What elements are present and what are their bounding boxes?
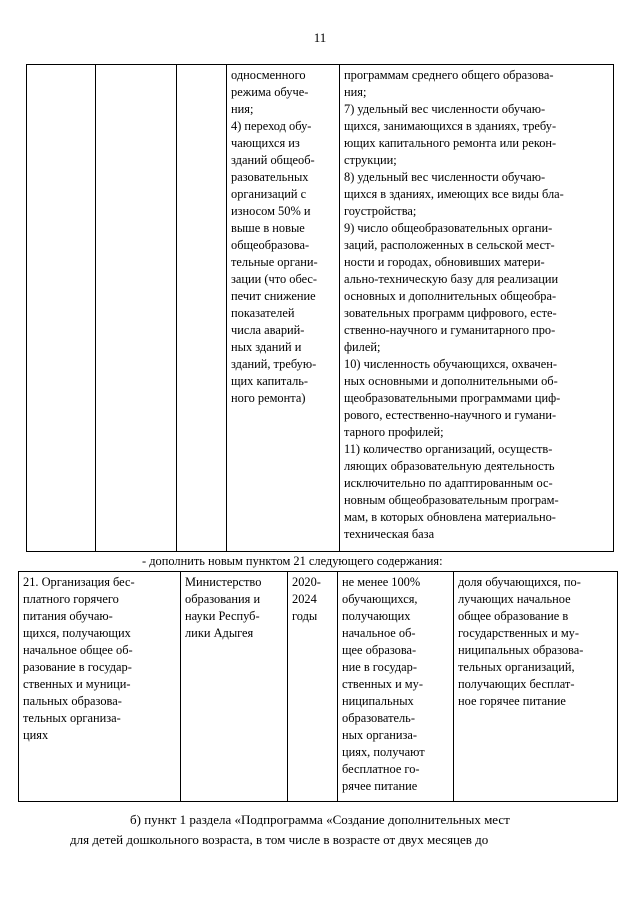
cell-text-line: лики Адыгея: [185, 626, 254, 640]
table2-cell-indicator: [454, 572, 618, 802]
table-continuation: [26, 64, 614, 552]
table1-cell-empty-3: [177, 65, 227, 552]
cell-text-line: рового, естественно-научного и гумани-: [344, 408, 557, 422]
cell-text-line: ных основными и дополнительными об-: [344, 374, 558, 388]
cell-text-line: обучающихся,: [342, 592, 418, 606]
cell-text-line: новным общеобразовательным програм-: [344, 493, 559, 507]
cell-text-line: зданий общеоб-: [231, 153, 315, 167]
table1-cell-empty-1: [27, 65, 96, 552]
cell-text-line: ственных и му-: [342, 677, 423, 691]
cell-text-line: ных зданий и: [231, 340, 302, 354]
cell-text-line: 8) удельный вес численности обучаю-: [344, 170, 546, 184]
paragraph-b: [70, 810, 600, 850]
cell-text-line: ние в государ-: [342, 660, 417, 674]
cell-text-line: 11) количество организаций, осуществ-: [344, 442, 553, 456]
cell-text-line: получающих бесплат-: [458, 677, 575, 691]
cell-text-line: тарного профилей;: [344, 425, 444, 439]
cell-text-line: ных организа-: [342, 728, 418, 742]
cell-text-line: тельных организаций,: [458, 660, 575, 674]
cell-text-line: годы: [292, 609, 318, 623]
cell-text-line: заций, расположенных в сельской мест-: [344, 238, 555, 252]
cell-text-line: платного горячего: [23, 592, 119, 606]
cell-text-line: лучающих начальное: [458, 592, 571, 606]
table2-cell-executor: [181, 572, 288, 802]
cell-text-line: ниципальных: [342, 694, 414, 708]
cell-text-line: государственных и му-: [458, 626, 579, 640]
cell-text-line: общеобразова-: [231, 238, 310, 252]
cell-text-line: циях: [23, 728, 49, 742]
cell-text-line: основных и дополнительных общеобра-: [344, 289, 557, 303]
table1-cell-empty-2: [96, 65, 177, 552]
cell-text-line: ния;: [344, 85, 367, 99]
cell-text-line: печит снижение: [231, 289, 316, 303]
cell-text-line: ное горячее питание: [458, 694, 566, 708]
cell-text-line: режима обуче-: [231, 85, 309, 99]
cell-text-line: 10) численность обучающихся, охвачен-: [344, 357, 557, 371]
cell-text-line: науки Респуб-: [185, 609, 260, 623]
cell-text-line: общее образование в: [458, 609, 569, 623]
cell-text-line: 9) число общеобразовательных органи-: [344, 221, 553, 235]
cell-text-line: показателей: [231, 306, 295, 320]
cell-text-line: организаций с: [231, 187, 307, 201]
cell-text-line: тельных организа-: [23, 711, 121, 725]
cell-text-line: зовательных программ цифрового, есте-: [344, 306, 557, 320]
cell-text-line: начальное общее об-: [23, 643, 133, 657]
cell-text-line: циях, получают: [342, 745, 425, 759]
cell-text-line: исключительно по адаптированным ос-: [344, 476, 553, 490]
cell-text-line: струкции;: [344, 153, 397, 167]
cell-text-line: мам, в которых обновлена материально-: [344, 510, 556, 524]
cell-text-line: пальных образова-: [23, 694, 122, 708]
cell-text-line: ющих капитального ремонта или рекон-: [344, 136, 557, 150]
cell-text-line: односменного: [231, 68, 306, 82]
table1-cell-tasks: [227, 65, 340, 552]
cell-text-line: щихся, получающих: [23, 626, 131, 640]
cell-text-line: разование в государ-: [23, 660, 132, 674]
cell-text-line: щихся, занимающихся в зданиях, требу-: [344, 119, 557, 133]
cell-text-line: ниципальных образова-: [458, 643, 584, 657]
table1-cell-indicators: [340, 65, 614, 552]
amendment-statement: - дополнить новым пунктом 21 следующего содержания:: [142, 554, 443, 568]
paragraph-line: для детей дошкольного возраста, в том числе в возрасте от двух месяцев до: [70, 832, 489, 847]
cell-text-line: питания обучаю-: [23, 609, 113, 623]
cell-text-line: разовательных: [231, 170, 309, 184]
cell-text-line: бесплатное го-: [342, 762, 420, 776]
cell-text-line: щее образова-: [342, 643, 417, 657]
cell-text-line: чающихся из: [231, 136, 300, 150]
cell-text-line: зации (что обес-: [231, 272, 318, 286]
cell-text-line: 21. Организация бес-: [23, 575, 135, 589]
table2-cell-activity: [19, 572, 181, 802]
cell-text-line: числа аварий-: [231, 323, 305, 337]
cell-text-line: ственных и муници-: [23, 677, 131, 691]
cell-text-line: не менее 100%: [342, 575, 421, 589]
cell-text-line: филей;: [344, 340, 381, 354]
cell-text-line: 2020-: [292, 575, 321, 589]
cell-text-line: гоустройства;: [344, 204, 417, 218]
cell-text-line: износом 50% и: [231, 204, 311, 218]
cell-text-line: доля обучающихся, по-: [458, 575, 581, 589]
cell-text-line: 7) удельный вес численности обучаю-: [344, 102, 546, 116]
cell-text-line: рячее питание: [342, 779, 418, 793]
cell-text-line: техническая база: [344, 527, 435, 541]
cell-text-line: тельные органи-: [231, 255, 318, 269]
cell-text-line: щеобразовательными программами циф-: [344, 391, 561, 405]
cell-text-line: образователь-: [342, 711, 415, 725]
cell-text-line: выше в новые: [231, 221, 305, 235]
cell-text-line: ности и городах, обновивших матери-: [344, 255, 545, 269]
cell-text-line: программам среднего общего образова-: [344, 68, 554, 82]
cell-text-line: ляющих образовательную деятельность: [344, 459, 555, 473]
cell-text-line: Министерство: [185, 575, 262, 589]
cell-text-line: ально-техническую базу для реализации: [344, 272, 559, 286]
cell-text-line: зданий, требую-: [231, 357, 317, 371]
table-new-item-21: [18, 571, 618, 802]
cell-text-line: щихся в зданиях, имеющих все виды бла-: [344, 187, 564, 201]
cell-text-line: ния;: [231, 102, 254, 116]
paragraph-line: б) пункт 1 раздела «Подпрограмма «Создание дополнительных мест: [130, 812, 510, 827]
table2-cell-period: [288, 572, 338, 802]
cell-text-line: ного ремонта): [231, 391, 306, 405]
cell-text-line: 4) переход обу-: [231, 119, 312, 133]
cell-text-line: начальное об-: [342, 626, 416, 640]
cell-text-line: щих капиталь-: [231, 374, 309, 388]
cell-text-line: ственно-научного и гуманитарного про-: [344, 323, 556, 337]
page-number: 11: [313, 30, 327, 45]
cell-text-line: получающих: [342, 609, 411, 623]
cell-text-line: 2024: [292, 592, 317, 606]
table2-cell-result: [338, 572, 454, 802]
cell-text-line: образования и: [185, 592, 261, 606]
